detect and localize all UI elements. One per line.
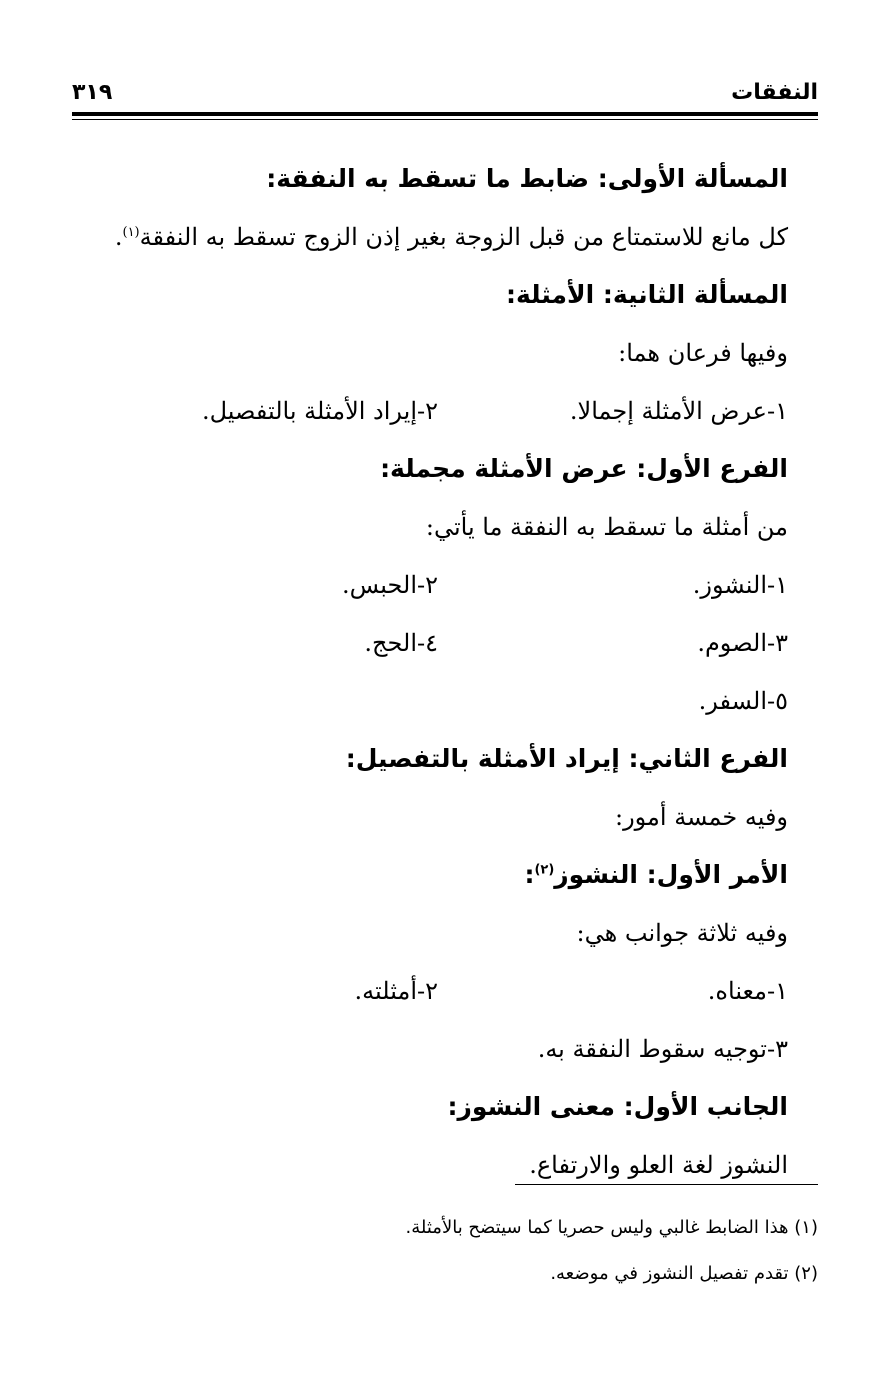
paragraph-five-matters: وفيه خمسة أمور: [614, 803, 788, 831]
footnotes [120, 1205, 818, 1297]
list-item: ٤-الحج. [364, 629, 438, 657]
header-rule-thick [72, 112, 818, 116]
footnote-ref-1: (١) [122, 225, 140, 240]
heading-first-matter [120, 846, 788, 904]
list-examples-row-1 [120, 556, 788, 614]
footnote-ref-2: (٢) [534, 862, 555, 878]
footnote: (١) هذا الضابط غالبي وليس حصريا كما سيتضح بالأمثلة. [405, 1217, 818, 1238]
list-branches [120, 382, 788, 440]
paragraph-definition: النشوز لغة العلو والارتفاع. [529, 1151, 788, 1179]
page-number: ٣١٩ [72, 80, 113, 105]
paragraph-branches: وفيها فرعان هما: [618, 339, 788, 367]
paragraph-examples: من أمثلة ما تسقط به النفقة ما يأتي: [425, 513, 788, 541]
list-item: ٣-توجيه سقوط النفقة به. [537, 1035, 788, 1063]
running-header [72, 80, 818, 110]
list-item: ٢-إيراد الأمثلة بالتفصيل. [201, 397, 438, 425]
footnote: (٢) تقدم تفصيل النشوز في موضعه. [550, 1263, 818, 1284]
list-item: ١-عرض الأمثلة إجمالا. [569, 397, 788, 425]
list-examples-row-3 [120, 672, 788, 730]
footnote-separator [515, 1184, 818, 1185]
header-rule-thin [72, 119, 818, 120]
list-aspects-row-1 [120, 962, 788, 1020]
heading-second-issue: المسألة الثانية: الأمثلة: [505, 280, 788, 309]
chapter-title: النفقات [731, 80, 818, 105]
heading-first-matter-end: : [524, 860, 535, 889]
list-aspects-row-2 [120, 1020, 788, 1078]
list-item: ٥-السفر. [698, 687, 788, 715]
page-body [114, 150, 788, 1194]
paragraph-rule-end: . [114, 223, 123, 251]
heading-first-issue: المسألة الأولى: ضابط ما تسقط به النفقة: [266, 164, 788, 193]
paragraph-rule-text: كل مانع للاستمتاع من قبل الزوجة بغير إذن الزوج تسقط به النفقة [139, 223, 788, 251]
heading-first-aspect: الجانب الأول: معنى النشوز: [447, 1092, 788, 1121]
list-item: ١-النشوز. [692, 571, 788, 599]
heading-first-branch: الفرع الأول: عرض الأمثلة مجملة: [380, 454, 788, 483]
heading-second-branch: الفرع الثاني: إيراد الأمثلة بالتفصيل: [345, 744, 788, 773]
list-item: ١-معناه. [707, 977, 788, 1005]
heading-first-matter-text: الأمر الأول: النشوز [554, 860, 788, 889]
list-item: ٢-الحبس. [342, 571, 438, 599]
list-item: ٣-الصوم. [697, 629, 788, 657]
paragraph-rule [114, 208, 788, 266]
list-examples-row-2 [120, 614, 788, 672]
paragraph-three-aspects: وفيه ثلاثة جوانب هي: [576, 919, 788, 947]
list-item: ٢-أمثلته. [354, 977, 438, 1005]
